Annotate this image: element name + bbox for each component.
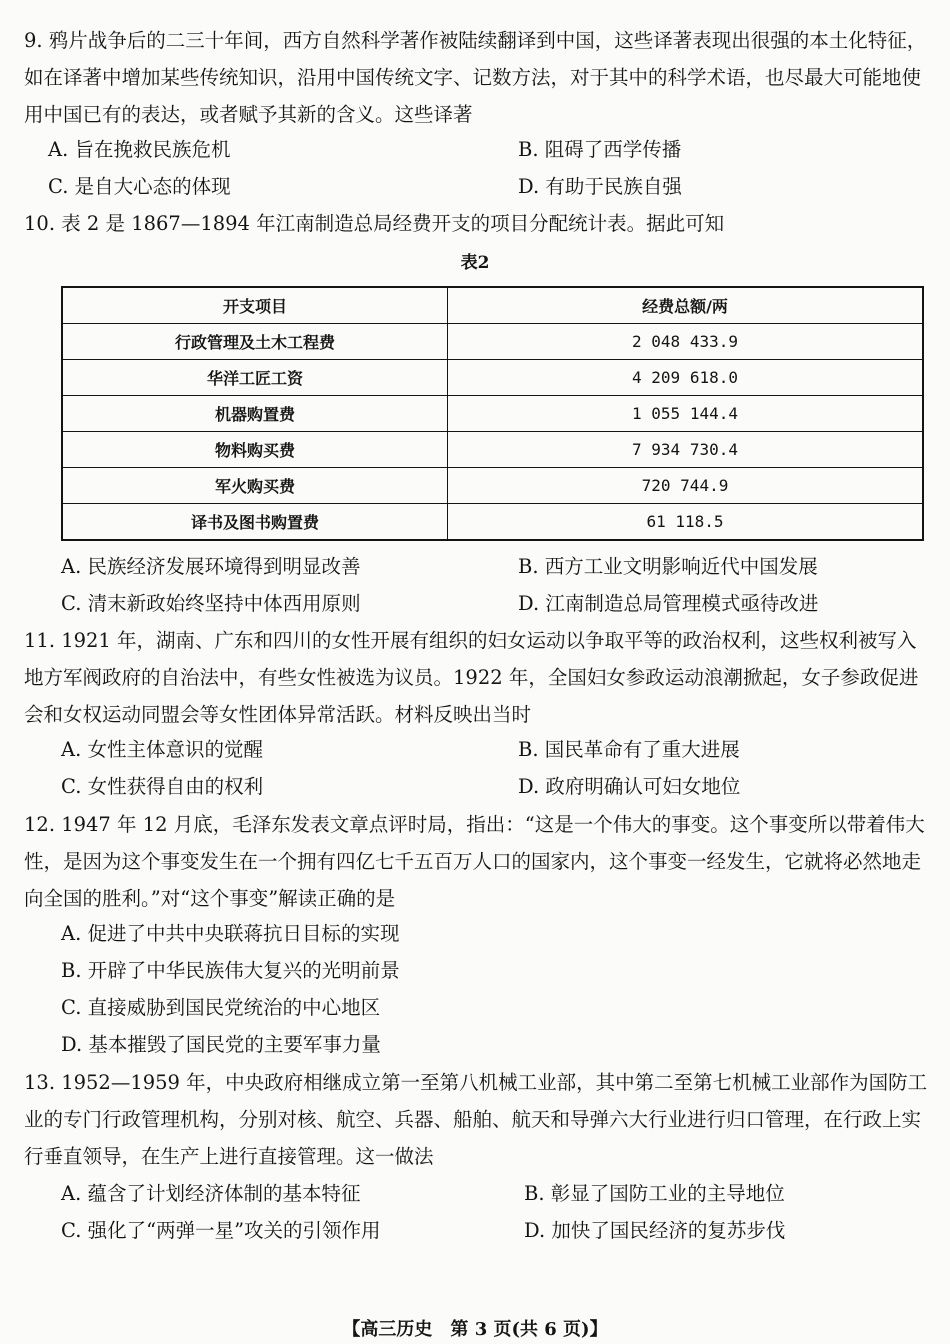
page-footer: 【高三历史 第 3 页(共 6 页)】	[342, 1319, 608, 1340]
q13-option-d: D. 加快了国民经济的复苏步伐	[524, 1219, 786, 1242]
q10-option-d: D. 江南制造总局管理模式亟待改进	[518, 592, 819, 615]
q10-option-b: B. 西方工业文明影响近代中国发展	[518, 555, 818, 578]
table-caption: 表2	[460, 253, 490, 273]
question-10	[24, 205, 932, 242]
row-amount: 4 209 618.0	[448, 360, 924, 396]
q10-option-a: A. 民族经济发展环境得到明显改善	[61, 555, 361, 578]
q9-option-a: A. 旨在挽救民族危机	[48, 138, 231, 161]
question-11-stem: 11. 1921 年，湖南、广东和四川的女性开展有组织的妇女运动以争取平等的政治权利，这些权利被写入地方军阀政府的自治法中，有些女性被选为议员。1922 年，全国妇女参政运动浪潮掀起，女子参政促进会和女权运动同盟会等女性团体异常活跃。材料反映出当时	[24, 629, 919, 726]
header-item: 开支项目	[62, 287, 448, 324]
question-11	[24, 622, 932, 733]
q11-option-d: D. 政府明确认可妇女地位	[518, 775, 741, 798]
question-13-stem: 13. 1952—1959 年，中央政府相继成立第一至第八机械工业部，其中第二至第七机械工业部作为国防工业的专门行政管理机构，分别对核、航空、兵器、船舶、航天和导弹六大行业进行归口管理，在行政上实行垂直领导，在生产上进行直接管理。这一做法	[24, 1071, 928, 1168]
q12-option-b: B. 开辟了中华民族伟大复兴的光明前景	[61, 959, 400, 982]
q10-option-c: C. 清末新政始终坚持中体西用原则	[61, 592, 361, 615]
row-item: 军火购买费	[62, 468, 448, 504]
row-amount: 7 934 730.4	[448, 432, 924, 468]
row-amount: 1 055 144.4	[448, 396, 924, 432]
q13-option-b: B. 彰显了国防工业的主导地位	[524, 1182, 785, 1205]
q13-option-a: A. 蕴含了计划经济体制的基本特征	[61, 1182, 361, 1205]
row-item: 华洋工匠工资	[62, 360, 448, 396]
row-item: 译书及图书购置费	[62, 504, 448, 541]
table-row	[62, 396, 923, 432]
question-9	[24, 22, 932, 133]
q11-option-b: B. 国民革命有了重大进展	[518, 738, 740, 761]
row-amount: 2 048 433.9	[448, 324, 924, 360]
question-10-stem: 10. 表 2 是 1867—1894 年江南制造总局经费开支的项目分配统计表。据此可知	[24, 212, 725, 235]
question-12	[24, 806, 932, 917]
question-13	[24, 1064, 932, 1175]
q12-option-a: A. 促进了中共中央联蒋抗日目标的实现	[61, 922, 400, 945]
q13-option-c: C. 强化了“两弹一星”攻关的引领作用	[61, 1219, 381, 1242]
table-header-row	[62, 287, 923, 324]
header-amount: 经费总额/两	[448, 287, 924, 324]
q11-option-c: C. 女性获得自由的权利	[61, 775, 264, 798]
q9-option-c: C. 是自大心态的体现	[48, 175, 231, 198]
row-amount: 720 744.9	[448, 468, 924, 504]
q9-option-b: B. 阻碍了西学传播	[518, 138, 682, 161]
expense-table	[61, 286, 924, 541]
table-row	[62, 324, 923, 360]
row-item: 机器购置费	[62, 396, 448, 432]
table-row	[62, 360, 923, 396]
question-12-stem: 12. 1947 年 12 月底，毛泽东发表文章点评时局，指出：“这是一个伟大的事变。这个事变所以带着伟大性，是因为这个事变发生在一个拥有四亿七千五百万人口的国家内，这个事变一经发生，它就将必然地走向全国的胜利。”对“这个事变”解读正确的是	[24, 813, 925, 910]
question-9-stem: 9. 鸦片战争后的二三十年间，西方自然科学著作被陆续翻译到中国，这些译著表现出很强的本土化特征，如在译著中增加某些传统知识，沿用中国传统文字、记数方法，对于其中的科学术语，也尽最大可能地使用中国已有的表达，或者赋予其新的含义。这些译著	[24, 29, 927, 126]
table-row	[62, 468, 923, 504]
q12-option-d: D. 基本摧毁了国民党的主要军事力量	[61, 1033, 381, 1056]
row-amount: 61 118.5	[448, 504, 924, 541]
row-item: 行政管理及土木工程费	[62, 324, 448, 360]
q9-option-d: D. 有助于民族自强	[518, 175, 682, 198]
q12-option-c: C. 直接威胁到国民党统治的中心地区	[61, 996, 381, 1019]
q11-option-a: A. 女性主体意识的觉醒	[61, 738, 263, 761]
table-row	[62, 504, 923, 541]
table-row	[62, 432, 923, 468]
row-item: 物料购买费	[62, 432, 448, 468]
